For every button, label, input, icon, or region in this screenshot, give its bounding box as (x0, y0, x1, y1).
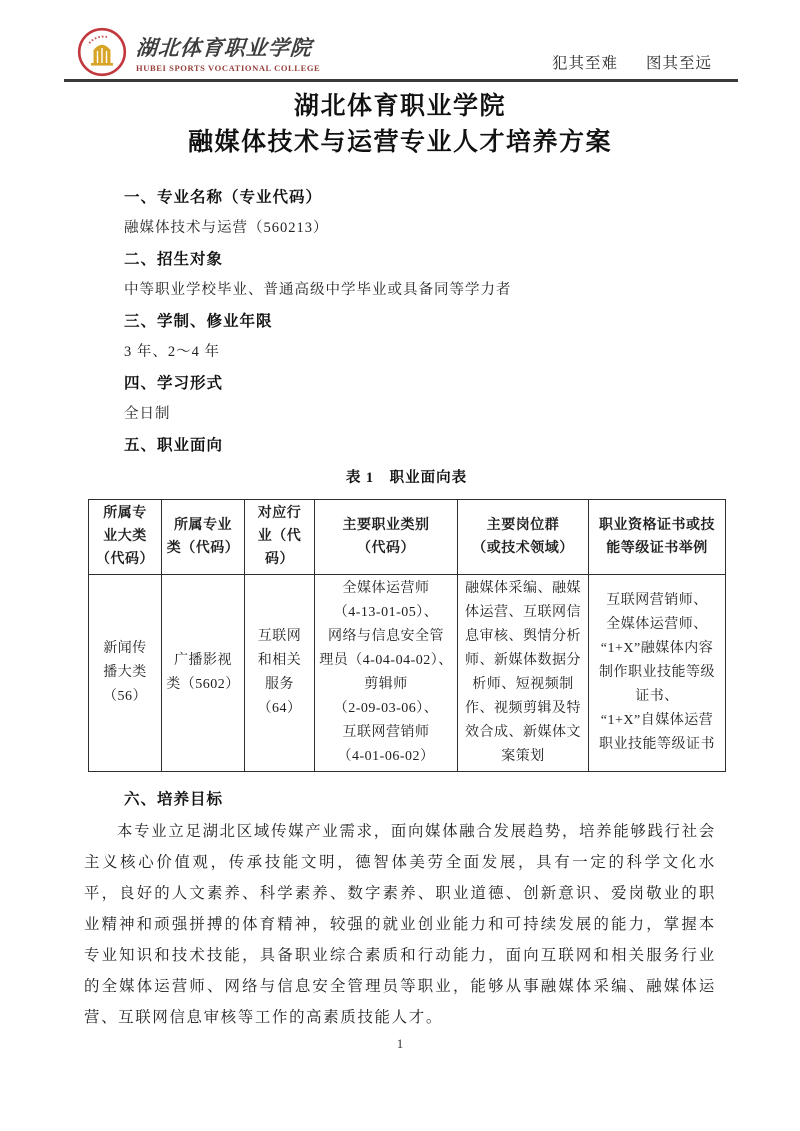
col-header-occupations: 主要职业类别 （代码） (315, 499, 458, 574)
cell-major-class: 广播影视 类（5602） (162, 574, 245, 771)
table-header-row (89, 499, 726, 574)
col-header-major-class: 所属专业 类（代码） (162, 499, 245, 574)
career-orientation-table (88, 499, 726, 772)
section-4-body: 全日制 (124, 405, 171, 422)
document-title (0, 89, 800, 161)
college-emblem-icon (77, 27, 127, 77)
table-caption: 表 1 职业面向表 (345, 469, 468, 486)
cell-major-category: 新闻传 播大类 （56） (89, 574, 162, 771)
training-goal-paragraph: 本专业立足湖北区域传媒产业需求，面向媒体融合发展趋势，培养能够践行社会主义核心价值观，传承技能文明，德智体美劳全面发展，具有一定的科学文化水平，良好的人文素养、科学素养、数字素养、职业道德、创新意识、爱岗敬业的职业精神和顽强拼搏的体育精神，较强的就业创业能力和可持续发展的能力，掌握本专业知识和技术技能，具备职业综合素质和行动能力，面向互联网和相关服务行业的全媒体运营师、网络与信息安全管理员等职业，能够从事融媒体采编、融媒体运营、互联网信息审核等工作的高素质技能人才。 (84, 822, 716, 1026)
logo-english-name: HUBEI SPORTS VOCATIONAL COLLEGE (136, 62, 321, 73)
page-number: 1 (396, 1036, 404, 1051)
section-1-heading: 一、专业名称（专业代码） (124, 188, 323, 206)
section-5-heading: 五、职业面向 (124, 436, 224, 454)
motto-part-2: 图其至远 (645, 55, 712, 72)
section-1-body: 融媒体技术与运营（560213） (124, 219, 329, 236)
title-line-2: 融媒体技术与运营专业人才培养方案 (187, 128, 612, 156)
college-logo (64, 27, 320, 77)
cell-certificates: 互联网营销师、 全媒体运营师、 “1+X”融媒体内容 制作职业技能等级 证书、 “1+X”自媒体运营 职业技能等级证书 (589, 574, 726, 771)
col-header-major-category: 所属专 业大类 （代码） (89, 499, 162, 574)
section-3-heading: 三、学制、修业年限 (124, 312, 273, 330)
cell-occupations: 全媒体运营师 （4-13-01-05）、 网络与信息安全管 理员（4-04-04-02）、 剪辑师 （2-09-03-06）、 互联网营销师 （4-01-06-02） (315, 574, 458, 771)
section-3-body: 3 年、2～4 年 (124, 343, 220, 360)
cell-job-groups: 融媒体采编、融媒 体运营、互联网信 息审核、舆情分析 师、新媒体数据分 析师、短视频制 作、视频剪辑及特 效合成、新媒体文 案策划 (458, 574, 589, 771)
section-2-heading: 二、招生对象 (124, 250, 224, 268)
section-4-heading: 四、学习形式 (124, 374, 224, 392)
section-2-body: 中等职业学校毕业、普通高级中学毕业或具备同等学力者 (124, 281, 512, 298)
col-header-job-groups: 主要岗位群 （或技术领域） (458, 499, 589, 574)
col-header-certificates: 职业资格证书或技 能等级证书举例 (589, 499, 726, 574)
col-header-industry: 对应行 业（代 码） (245, 499, 315, 574)
sections-block (0, 182, 800, 461)
title-line-1: 湖北体育职业学院 (293, 92, 506, 120)
motto-part-1: 犯其至难 (551, 55, 618, 72)
table-row (89, 574, 726, 771)
cell-industry: 互联网 和相关 服务 （64） (245, 574, 315, 771)
college-motto (552, 51, 736, 77)
page-header (64, 26, 736, 77)
logo-text-block (136, 32, 320, 73)
section-6-heading: 六、培养目标 (124, 790, 224, 808)
header-divider-line (64, 79, 738, 82)
logo-chinese-name: 湖北体育职业学院 (135, 34, 313, 60)
